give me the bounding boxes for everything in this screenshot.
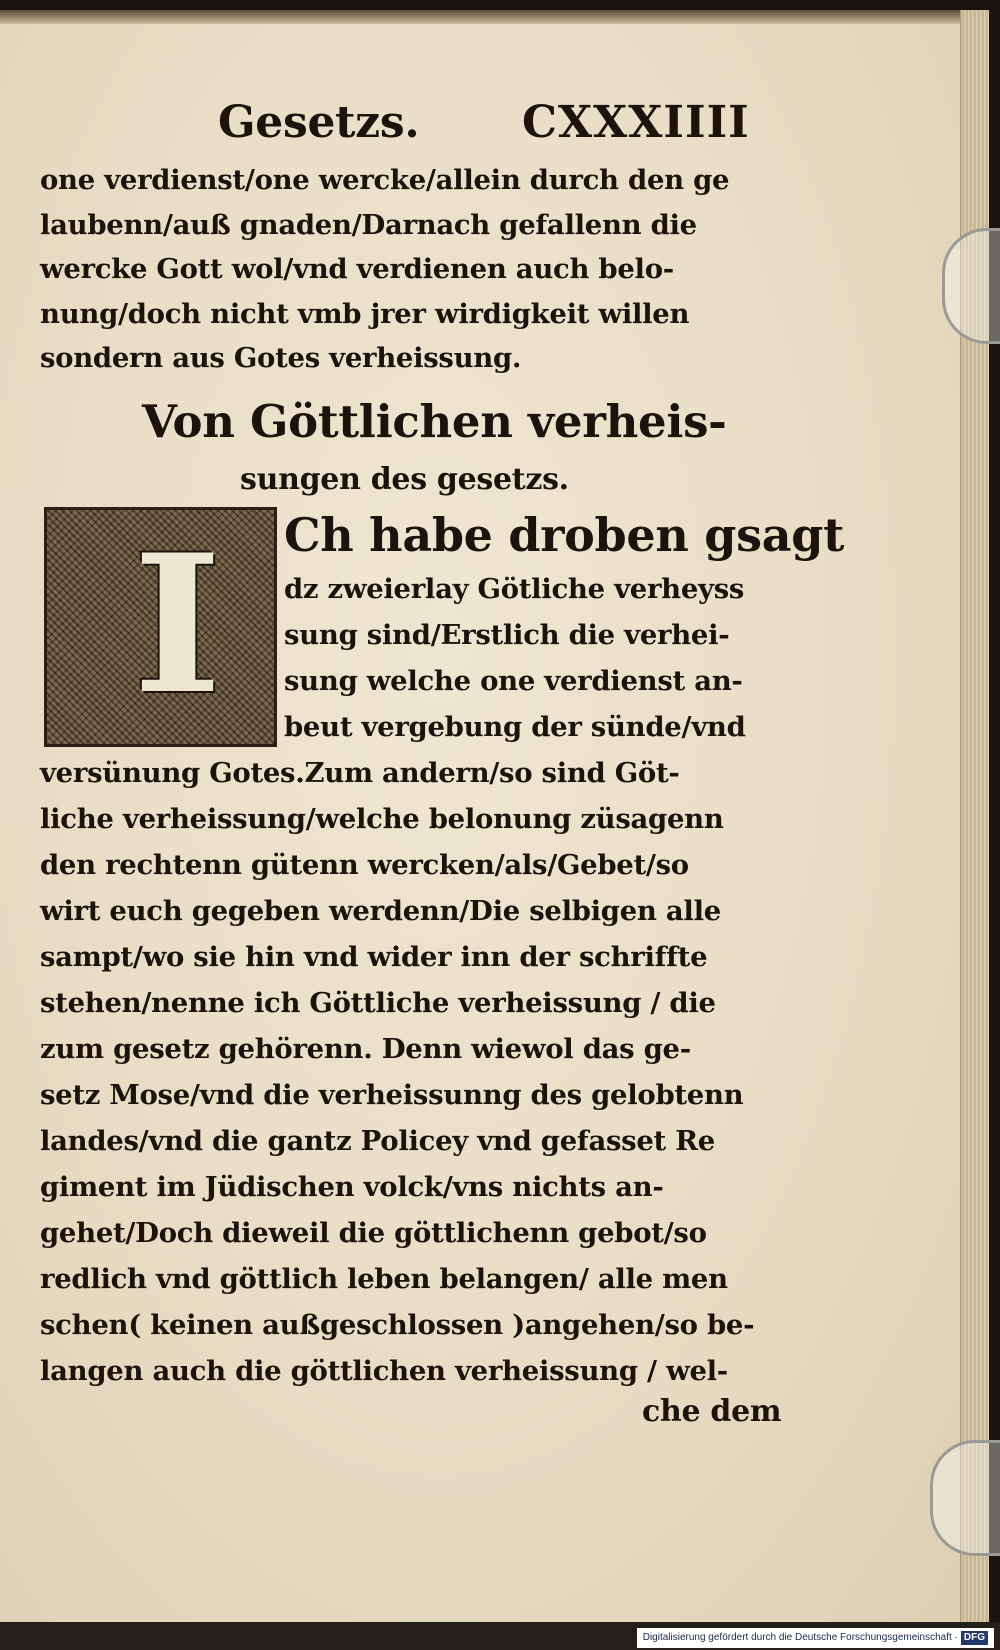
text-line: gehet/Doch dieweil die göttlichenn gebot/so <box>40 1217 707 1249</box>
text-line: stehen/nenne ich Göttliche verheissung / die <box>40 987 716 1019</box>
text-line: dz zweierlay Götliche verheyss <box>284 573 745 605</box>
text-line: sampt/wo sie hin vnd wider inn der schriffte <box>40 941 708 973</box>
funding-credit-text: Digitalisierung gefördert durch die Deutsche Forschungsgemeinschaft · <box>642 1632 958 1643</box>
text-line: sondern aus Gotes verheissung. <box>40 342 522 374</box>
paragraph-1 <box>40 158 780 381</box>
text-line: versünung Gotes.Zum andern/so sind Göt- <box>40 757 680 789</box>
text-line: zum gesetz gehörenn. Denn wiewol das ge- <box>40 1033 691 1065</box>
text-line: laubenn/auß gnaden/Darnach gefallenn die <box>40 208 697 241</box>
text-line: liche verheissung/welche belonung züsagenn <box>40 803 724 835</box>
text-line: one verdienst/one wercke/allein durch den ge <box>40 164 730 196</box>
folio-number: CXXXIIII <box>522 97 750 148</box>
section-heading: Von Göttlichen verheis- <box>142 395 727 448</box>
paragraph-2-opening: Ch habe droben gsagt <box>284 508 845 562</box>
catchword: che dem <box>642 1394 782 1429</box>
text-line: landes/vnd die gantz Policey vnd gefasset Re <box>40 1125 715 1157</box>
page-clip-icon <box>930 1440 1000 1556</box>
text-line: wirt euch gegeben werdenn/Die selbigen alle <box>40 895 721 927</box>
initial-letter: I <box>133 513 222 736</box>
section-heading-continued: sungen des gesetzs. <box>240 462 569 497</box>
dfg-logo: DFG <box>961 1631 988 1645</box>
page-top-edge <box>0 10 975 24</box>
text-line: sung welche one verdienst an- <box>284 665 743 697</box>
text-line: sung sind/Erstlich die verhei- <box>284 619 730 651</box>
text-line: schen( keinen außgeschlossen )angehen/so be- <box>40 1309 755 1341</box>
text-line: den rechtenn gütenn wercken/als/Gebet/so <box>40 849 689 881</box>
decorated-initial <box>44 507 277 747</box>
running-title: Gesetzs. <box>218 97 420 148</box>
paragraph-2-body <box>40 750 780 1394</box>
page-clip-icon <box>942 228 1000 344</box>
text-line: wercke Gott wol/vnd verdienen auch belo- <box>40 253 674 285</box>
text-line: giment im Jüdischen volck/vns nichts an- <box>40 1171 664 1203</box>
funding-credit[interactable] <box>637 1628 994 1648</box>
text-line: setz Mose/vnd die verheissunng des gelobtenn <box>40 1079 744 1111</box>
text-line: langen auch die göttlichen verheissung / wel- <box>40 1355 728 1387</box>
text-line: nung/doch nicht vmb jrer wirdigkeit willen <box>40 297 690 330</box>
text-line: redlich vnd göttlich leben belangen/ alle men <box>40 1263 728 1295</box>
scan-bottom-band <box>0 1622 1000 1650</box>
text-line: beut vergebung der sünde/vnd <box>284 711 746 743</box>
paragraph-2-indented <box>284 566 784 750</box>
